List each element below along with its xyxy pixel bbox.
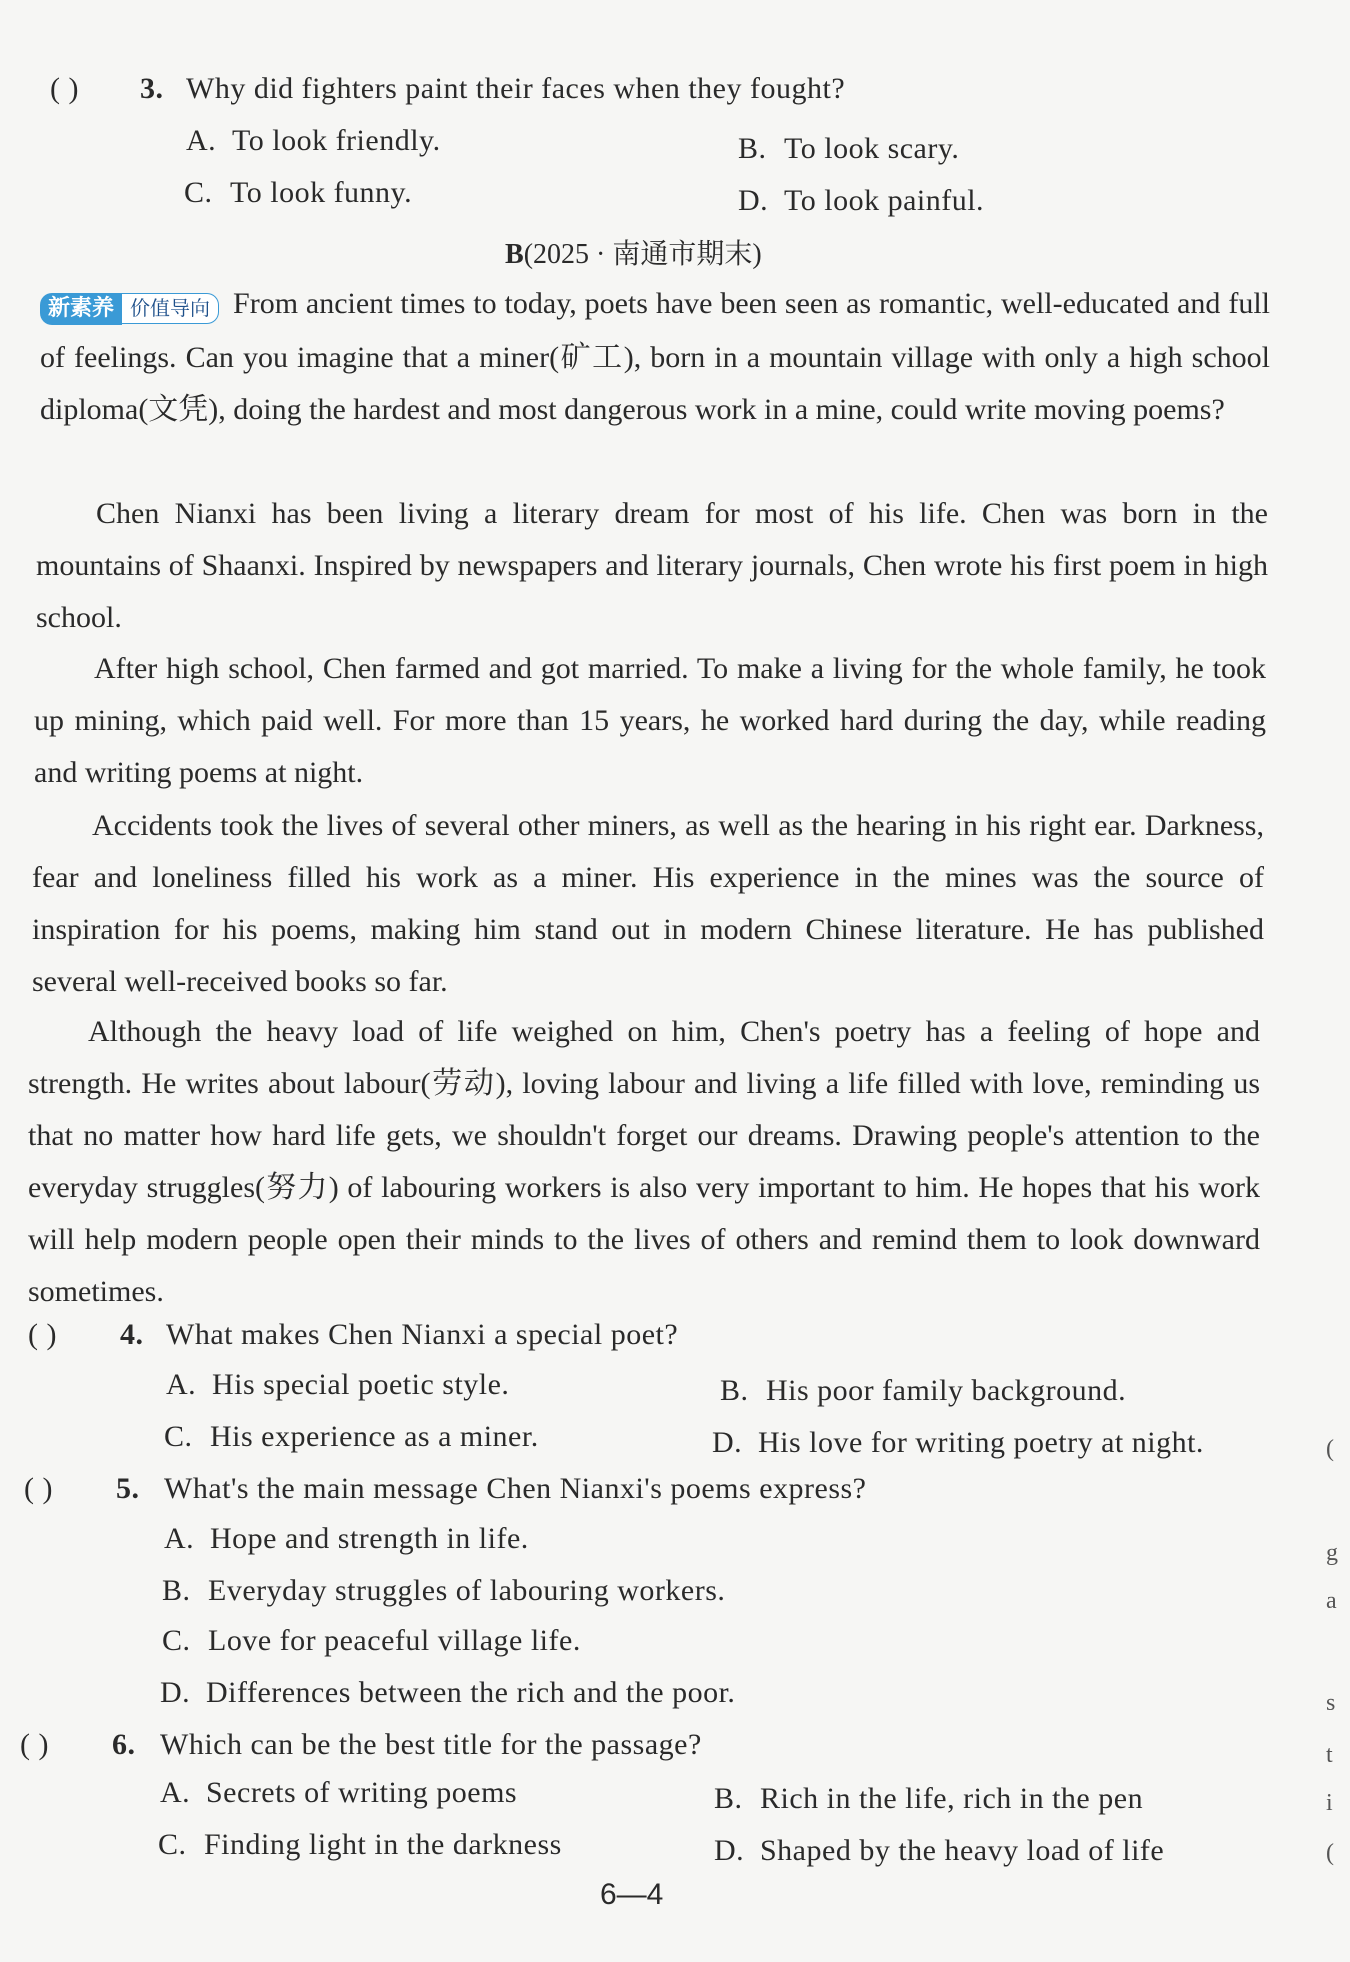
passage-paragraph-3: After high school, Chen farmed and got married. To make a living for the whole family, he took up mining, which paid well. For more than 15 years, he worked hard during the day, while reading and writing poems at night. bbox=[34, 652, 1266, 789]
badge-main: 新素养 bbox=[40, 293, 122, 325]
option-c[interactable]: C. To look funny. bbox=[184, 176, 413, 209]
question-text: Why did fighters paint their faces when they fought? bbox=[186, 72, 846, 105]
answer-blank[interactable]: ( ) bbox=[24, 1472, 53, 1505]
answer-blank[interactable]: ( ) bbox=[20, 1728, 49, 1761]
option-b[interactable]: B. Rich in the life, rich in the pen bbox=[714, 1782, 1144, 1815]
section-letter: B bbox=[505, 239, 524, 270]
answer-blank[interactable]: ( ) bbox=[28, 1318, 57, 1351]
question-text: What makes Chen Nianxi a special poet? bbox=[166, 1318, 679, 1351]
section-title bbox=[505, 232, 762, 272]
section-source: (2025 · 南通市期末) bbox=[523, 239, 762, 270]
literacy-badge bbox=[40, 280, 219, 332]
edge-mark: ( bbox=[1326, 1436, 1334, 1462]
option-b[interactable]: B. His poor family background. bbox=[720, 1374, 1127, 1407]
edge-mark: a bbox=[1326, 1588, 1337, 1614]
edge-mark: s bbox=[1326, 1690, 1336, 1716]
option-c[interactable]: C. Love for peaceful village life. bbox=[162, 1624, 581, 1657]
edge-mark: ( bbox=[1326, 1840, 1334, 1866]
page-number: 6—4 bbox=[600, 1878, 664, 1911]
question-text: Which can be the best title for the passage? bbox=[160, 1728, 702, 1761]
edge-mark: g bbox=[1326, 1540, 1338, 1566]
option-b[interactable]: B. To look scary. bbox=[738, 132, 960, 165]
question-text: What's the main message Chen Nianxi's poems express? bbox=[164, 1472, 867, 1505]
option-d[interactable]: D. To look painful. bbox=[738, 184, 985, 217]
option-d[interactable]: D. Differences between the rich and the poor. bbox=[160, 1676, 736, 1709]
question-number: 3. bbox=[140, 72, 164, 105]
badge-sub: 价值导向 bbox=[122, 293, 219, 324]
edge-mark: t bbox=[1326, 1742, 1333, 1768]
option-a[interactable]: A. Secrets of writing poems bbox=[160, 1776, 518, 1809]
passage-paragraph-4: Accidents took the lives of several other miners, as well as the hearing in his right ear. Darkness, fear and loneliness filled his work as a miner. His experience in the mines was the source of inspiration for his poems, making him stand out in modern Chinese literature. He has published several well-received books so far. bbox=[32, 809, 1264, 998]
option-a[interactable]: A. His special poetic style. bbox=[166, 1368, 510, 1401]
option-a[interactable]: A. To look friendly. bbox=[186, 124, 441, 157]
option-c[interactable]: C. Finding light in the darkness bbox=[158, 1828, 562, 1861]
edge-mark: i bbox=[1326, 1790, 1333, 1816]
option-c[interactable]: C. His experience as a miner. bbox=[164, 1420, 539, 1453]
question-number: 6. bbox=[112, 1728, 136, 1761]
question-number: 4. bbox=[120, 1318, 144, 1351]
option-b[interactable]: B. Everyday struggles of labouring workers. bbox=[162, 1574, 726, 1607]
question-number: 5. bbox=[116, 1472, 140, 1505]
answer-blank[interactable]: ( ) bbox=[50, 72, 79, 105]
option-d[interactable]: D. His love for writing poetry at night. bbox=[712, 1426, 1204, 1459]
option-d[interactable]: D. Shaped by the heavy load of life bbox=[714, 1834, 1165, 1867]
option-a[interactable]: A. Hope and strength in life. bbox=[164, 1522, 529, 1555]
passage-paragraph-5: Although the heavy load of life weighed on him, Chen's poetry has a feeling of hope and strength. He writes about labour(劳动), loving labour and living a life filled with love, reminding us that no matter how hard life gets, we shouldn't forget our dreams. Drawing people's attention to the everyday struggles(努力) of labouring workers is also very important to him. He hopes that his work will help modern people open their minds to the lives of others and remind them to look downward sometimes. bbox=[28, 1015, 1260, 1308]
passage-paragraph-2: Chen Nianxi has been living a literary dream for most of his life. Chen was born in the mountains of Shaanxi. Inspired by newspapers and literary journals, Chen wrote his first poem in high school. bbox=[36, 497, 1268, 634]
passage-paragraph-1: 新素养 价值导向 From ancient times to today, poets have been seen as romantic, well-educated and full of feelings. Can you imagine that a miner(矿工), born in a mountain village with only a high school diploma(文凭), doing the hardest and most dangerous work in a mine, could write moving poems? bbox=[40, 278, 1270, 436]
